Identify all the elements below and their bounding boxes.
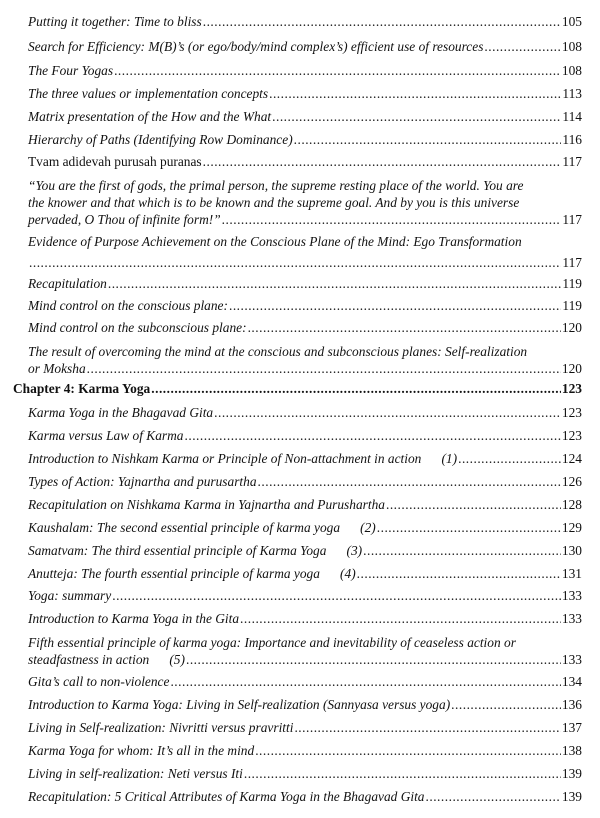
toc-entry xyxy=(28,634,582,668)
entry-title: Anutteja: The fourth essential principle of karma yoga (4) xyxy=(28,566,356,581)
toc-entry xyxy=(28,38,582,55)
toc-entry xyxy=(28,742,582,759)
entry-title: Introduction to Nishkam Karma or Principle of Non-attachment in action (1) xyxy=(28,451,458,466)
page-number: 123 xyxy=(561,428,582,443)
dot-leader xyxy=(357,565,561,582)
entry-title: Recapitulation xyxy=(28,276,107,291)
page-number: 129 xyxy=(561,520,582,535)
entry-title: Karma versus Law of Karma xyxy=(28,428,184,443)
page-number: 116 xyxy=(562,132,582,147)
page-number: 128 xyxy=(561,497,582,512)
entry-title: Search for Efficiency: M(B)’s (or ego/body/mind complex’s) efficient use of resources xyxy=(28,39,484,54)
entry-title: Recapitulation: 5 Critical Attributes of Karma Yoga in the Bhagavad Gita xyxy=(28,789,425,804)
page-number: 126 xyxy=(561,474,582,489)
toc-entry xyxy=(28,542,582,559)
entry-title: The three values or implementation concepts xyxy=(28,86,269,101)
entry-title: Yoga: summary xyxy=(28,588,112,603)
entry-title: Introduction to Karma Yoga in the Gita xyxy=(28,611,240,626)
page-number: 138 xyxy=(561,743,582,758)
toc-entry xyxy=(28,719,582,736)
page-number: 108 xyxy=(561,63,582,78)
entry-title: Matrix presentation of the How and the What xyxy=(28,109,272,124)
dot-leader xyxy=(170,673,560,690)
toc-entry xyxy=(28,673,582,690)
page-number: 124 xyxy=(561,451,582,466)
page-number: 113 xyxy=(562,86,582,101)
dot-leader xyxy=(272,108,561,125)
toc-entry xyxy=(28,565,582,582)
toc-entry xyxy=(28,62,582,79)
entry-title: The Four Yogas xyxy=(28,63,114,78)
toc-entry xyxy=(28,233,582,271)
entry-title: Karma Yoga for whom: It’s all in the mind xyxy=(28,743,255,758)
dot-leader xyxy=(258,473,561,490)
entry-title: Living in Self-realization: Nivritti versus pravritti xyxy=(28,720,294,735)
dot-leader xyxy=(214,404,561,421)
dot-leader xyxy=(377,519,561,536)
toc-entry xyxy=(28,765,582,782)
entry-title: Types of Action: Yajnartha and purusartha xyxy=(28,474,257,489)
entry-title: Mind control on the subconscious plane: xyxy=(28,320,247,335)
toc-entry xyxy=(28,587,582,604)
toc-entry xyxy=(28,496,582,513)
page-number: 117 xyxy=(562,212,582,227)
page-number: 134 xyxy=(561,674,582,689)
dot-leader xyxy=(451,696,561,713)
page-number: 117 xyxy=(562,255,582,270)
page-number: 105 xyxy=(561,14,582,29)
entry-title-line: pervaded, O Thou of infinite form!” xyxy=(28,212,221,227)
toc-entry xyxy=(28,275,582,292)
dot-leader xyxy=(386,496,561,513)
toc-entry xyxy=(28,696,582,713)
entry-title: Tvam adidevah purusah puranas xyxy=(28,154,202,169)
entry-title: Putting it together: Time to bliss xyxy=(28,14,202,29)
page-number: 114 xyxy=(562,109,582,124)
page-number: 139 xyxy=(561,766,582,781)
dot-leader xyxy=(269,85,561,102)
entry-title-line: Fifth essential principle of karma yoga: Importance and inevitability of ceaseless action or xyxy=(28,635,516,650)
toc-entry xyxy=(28,610,582,627)
page-number: 131 xyxy=(561,566,582,581)
entry-title: Living in self-realization: Neti versus Iti xyxy=(28,766,243,781)
dot-leader xyxy=(294,719,560,736)
dot-leader xyxy=(185,427,561,444)
toc-entry xyxy=(28,131,582,148)
entry-title-line: or Moksha xyxy=(28,361,86,376)
page-number: 108 xyxy=(561,39,582,54)
toc-entry xyxy=(28,473,582,490)
page-number: 139 xyxy=(561,789,582,804)
entry-title: Samatvam: The third essential principle of Karma Yoga (3) xyxy=(28,543,363,558)
dot-leader xyxy=(248,319,561,336)
dot-leader xyxy=(255,742,561,759)
dot-leader xyxy=(244,765,561,782)
dot-leader xyxy=(29,254,561,271)
dot-leader xyxy=(229,297,561,314)
page-number: 136 xyxy=(561,697,582,712)
page-number: 117 xyxy=(562,154,582,169)
entry-title-line: The result of overcoming the mind at the conscious and subconscious planes: Self-realization xyxy=(28,344,528,359)
dot-leader xyxy=(203,13,561,30)
entry-title: Kaushalam: The second essential principle of karma yoga (2) xyxy=(28,520,376,535)
toc-entry xyxy=(28,153,582,170)
entry-title: Karma Yoga in the Bhagavad Gita xyxy=(28,405,214,420)
dot-leader xyxy=(222,211,562,228)
dot-leader xyxy=(108,275,562,292)
page-number: 123 xyxy=(561,405,582,420)
dot-leader xyxy=(363,542,561,559)
page-number: 133 xyxy=(561,611,582,626)
chapter-heading xyxy=(13,380,582,397)
page-number: 119 xyxy=(562,276,582,291)
toc-entry xyxy=(28,85,582,102)
dot-leader xyxy=(240,610,561,627)
chapter-title: Chapter 4: Karma Yoga xyxy=(13,381,151,396)
entry-title-line: Evidence of Purpose Achievement on the Conscious Plane of the Mind: Ego Transformation xyxy=(28,234,522,249)
dot-leader xyxy=(151,380,561,397)
page-number: 137 xyxy=(561,720,582,735)
entry-title: Introduction to Karma Yoga: Living in Self-realization (Sannyasa versus yoga) xyxy=(28,697,451,712)
page-number: 120 xyxy=(561,320,582,335)
toc-entry xyxy=(28,788,582,805)
entry-title: Recapitulation on Nishkama Karma in Yajnartha and Purushartha xyxy=(28,497,385,512)
entry-title: Mind control on the conscious plane: xyxy=(28,298,228,313)
dot-leader xyxy=(294,131,562,148)
page-number: 119 xyxy=(562,298,582,313)
dot-leader xyxy=(458,450,561,467)
dot-leader xyxy=(114,62,561,79)
page-number: 133 xyxy=(561,652,582,667)
toc-entry xyxy=(28,13,582,30)
page-number: 123 xyxy=(561,381,582,396)
toc-entry xyxy=(28,108,582,125)
toc-entry xyxy=(28,319,582,336)
dot-leader xyxy=(426,788,561,805)
page-number: 130 xyxy=(561,543,582,558)
entry-title-line: the knower and that which is to be known and the supreme goal. And by you is this universe xyxy=(28,195,520,210)
toc-entry xyxy=(28,297,582,314)
entry-title-line: “You are the first of gods, the primal person, the supreme resting place of the world. You are xyxy=(28,178,524,193)
toc-entry xyxy=(28,177,582,228)
toc-entry xyxy=(28,427,582,444)
dot-leader xyxy=(203,153,562,170)
toc-entry xyxy=(28,519,582,536)
toc-entry xyxy=(28,450,582,467)
entry-title-line: steadfastness in action (5) xyxy=(28,652,185,667)
entry-title: Hierarchy of Paths (Identifying Row Dominance) xyxy=(28,132,293,147)
toc-entry xyxy=(28,343,582,377)
dot-leader xyxy=(186,651,561,668)
page-number: 133 xyxy=(561,588,582,603)
toc-entry xyxy=(28,404,582,421)
dot-leader xyxy=(484,38,561,55)
dot-leader xyxy=(112,587,561,604)
dot-leader xyxy=(87,360,561,377)
entry-title: Gita’s call to non-violence xyxy=(28,674,170,689)
page-number: 120 xyxy=(561,361,582,376)
